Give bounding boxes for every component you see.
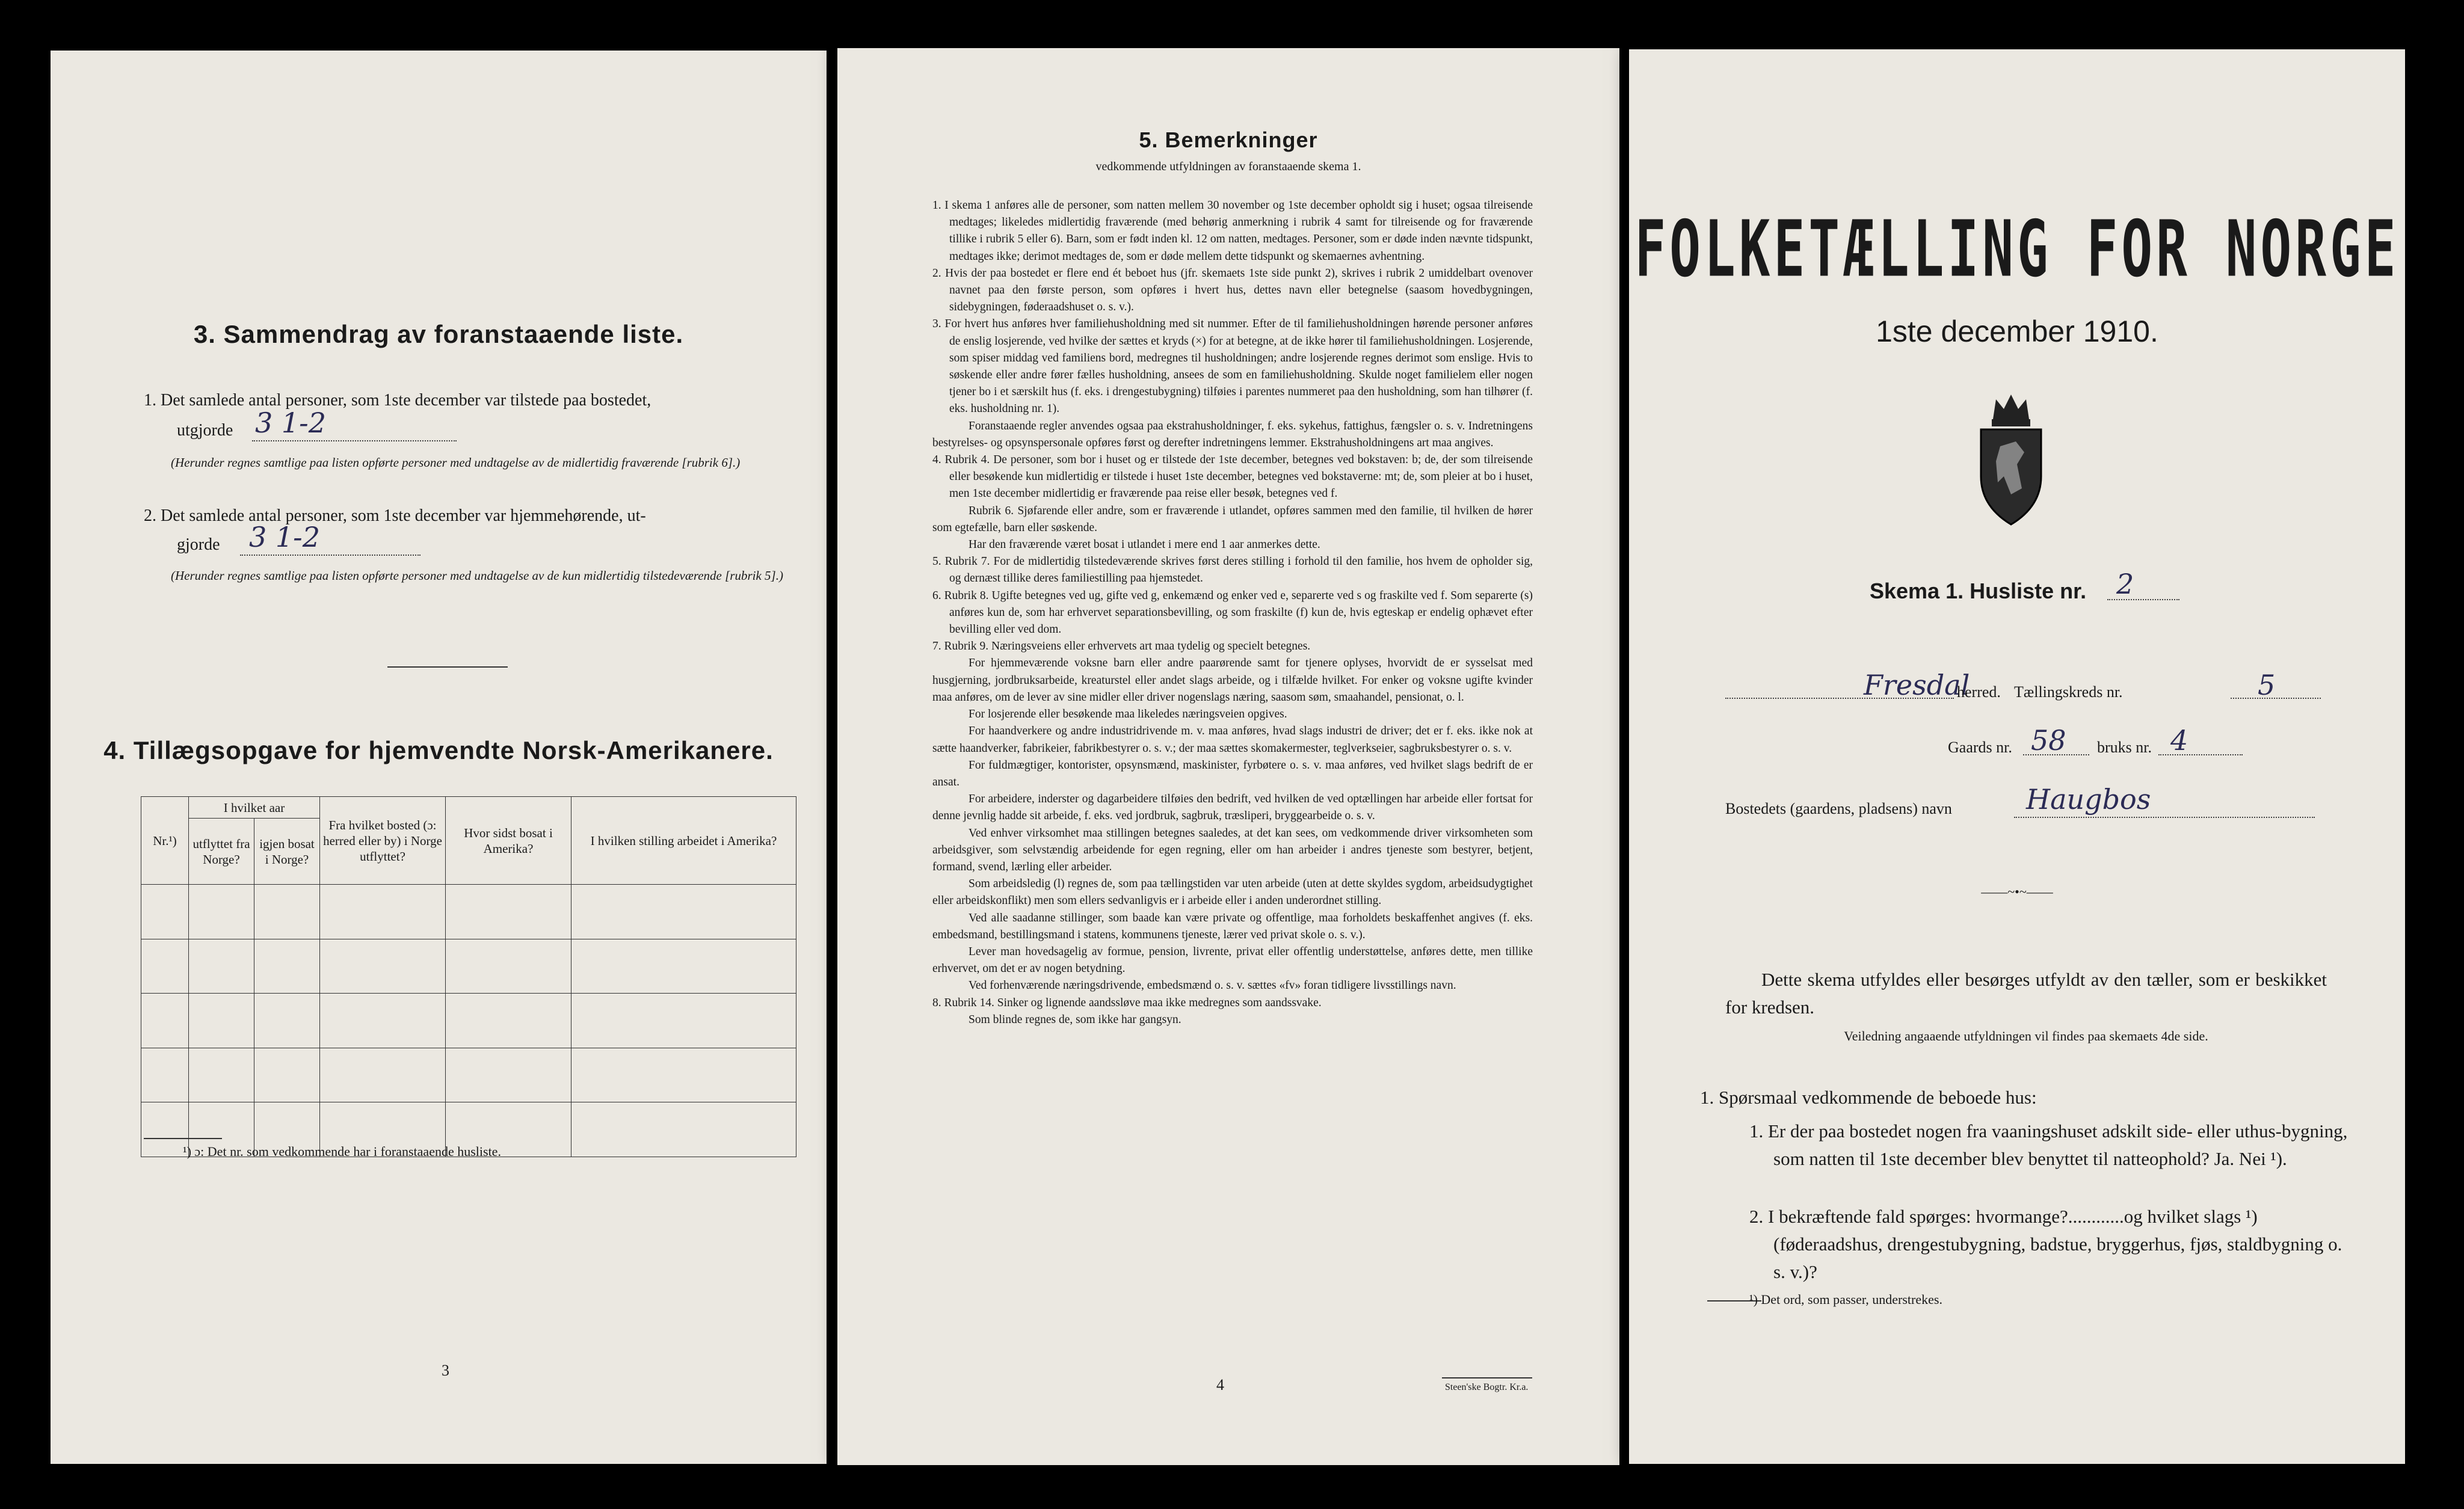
remark-paragraph: For arbeidere, inderster og dagarbeidere tilføies den bedrift, ved hvilken de ved optællingen har arbeide eller fortsat for denne jevnlig hadde sit arbeide, f. eks. ved jordbruk, sagbruk, træsliperi, bryggearbeide o. s. v. (932, 793, 1533, 823)
page-middle (837, 48, 1619, 1465)
table-row (141, 939, 796, 994)
husliste-nr-value: 2 (2116, 568, 2134, 600)
remark-paragraph: Har den fraværende været bosat i utlandet i mere end 1 aar anmerkes dette. (969, 538, 1320, 552)
remark-paragraph: 1. I skema 1 anføres alle de personer, som natten mellem 30 november og 1ste december opholdt sig i huset; ogsaa tilreisende medtages; likeledes midlertidig fraværende (med behørig anmerkning i rubrik 4 samt for tilreisende og for fraværende tillike i rubrik 5 eller 6). Barn, som er født inden kl. 12 om natten, medtages. Personer, som er døde inden nævnte tidspunkt, medtages ikke; derimot medtages de, som er døde mellem dette tidspunkt og skemaernes avhentning. (932, 199, 1533, 263)
col-fra-bosted: Fra hvilket bosted (ɔ: herred eller by) i Norge utflyttet? (320, 797, 446, 885)
remark-paragraph: Foranstaaende regler anvendes ogsaa paa ekstrahusholdninger, f. eks. sykehus, fattighus, fængsler o. s. v. Indretningens bestyrelses- og opsynspersonale opføres først og derefter indretningens lemmer. Ekstrahusholdningens art maa angives. (932, 419, 1533, 449)
remark-paragraph: Ved forhenværende næringsdrivende, embedsmænd o. s. v. sættes «fv» foran tidligere livsstillings navn. (969, 979, 1456, 992)
col-hvor-bosat: Hvor sidst bosat i Amerika? (446, 797, 571, 885)
gaards-dotline (2023, 754, 2089, 755)
kreds-label: Tællingskreds nr. (2014, 683, 2123, 701)
printer-rule (1442, 1377, 1532, 1378)
remark-paragraph: Ved alle saadanne stillinger, som baade kan være private og offentlige, maa forholdets beskaffenhet angives (f. eks. embedsmand, bestillingsmand i statens, kommunens tjeneste, lærer ved privat skole o. s. v.). (932, 911, 1533, 941)
page-number: 3 (442, 1362, 449, 1379)
remark-paragraph: 6. Rubrik 8. Ugifte betegnes ved ug, gifte ved g, enkemænd og enker ved e, separerte ved s og fraskilte ved f. Som separerte (s) anføres kun de, som har erhvervet separationsbevilling, og som fraskilte (f) kun de, hvis egteskap er endelig ophævet efter bevilling eller ved dom. (932, 589, 1533, 636)
printer-mark: Steen'ske Bogtr. Kr.a. (1445, 1382, 1529, 1392)
remark-paragraph: Som blinde regnes de, som ikke har gangsyn. (969, 1013, 1181, 1026)
item1-utgjorde-label: utgjorde (177, 421, 233, 440)
remark-paragraph: For losjerende eller besøkende maa likeledes næringsveien opgives. (969, 708, 1287, 721)
tillaeg-table (141, 796, 796, 1157)
remark-paragraph: For haandverkere og andre industridrivende m. v. maa anføres, hvad slags industri de driver; det er f. eks. ikke nok at sætte haandverker, fabrikeier, fabrikbestyrer o. s. v.; der maa sættes skomakermester, teglverkseier, sagbruksbestyrer o. s. v. (932, 725, 1533, 755)
remark-paragraph: 4. Rubrik 4. De personer, som bor i huset og er tilstede der 1ste december, betegnes ved bokstaven: b; de, der som tilreisende eller besøkende kun midlertidig er tilstede i huset 1ste december, betegnes ved bokstaverne: mt; de, som pleier at bo i huset, men 1ste december midlertidig er fraværende paa reise eller besøk, betegnes ved f. (932, 453, 1533, 500)
remark-paragraph: For hjemmeværende voksne barn eller andre paarørende samt for tjenere oplyses, hvorvidt de er sysselsat med husgjerning, jordbruksarbeide, kreaturstel eller andet slags arbeide, og i tilfælde hvilket. For enker og voksne ugifte kvinder maa anføres, om de lever av sine midler eller driver nogenslags næring, saasom søm, smaahandel, pensionat, o. l. (932, 657, 1533, 704)
census-date: 1ste december 1910. (1876, 315, 2158, 348)
item2-utgjorde-label: gjorde (177, 535, 220, 554)
veiledning-text: Veiledning angaaende utfyldningen vil findes paa skemaets 4de side. (1844, 1028, 2208, 1043)
bosted-label: Bostedets (gaardens, pladsens) navn (1725, 800, 1952, 817)
table-row (141, 885, 796, 939)
question-1: 1. Er der paa bostedet nogen fra vaaningshuset adskilt side- eller uthus-bygning, som natten til 1ste december blev benyttet til natteophold? Ja. Nei ¹). (1749, 1120, 2348, 1169)
main-title: FOLKETÆLLING FOR NORGE (1634, 204, 2400, 295)
remark-paragraph: Som arbeidsledig (l) regnes de, som paa tællingstiden var uten arbeide (uten at dette skyldes sygdom, arbeidsudygtighet eller arbeidskonflikt) men som ellers sedvanligvis er i arbeide eller i anden underordnet stilling. (932, 877, 1533, 908)
item2-dotline (240, 555, 420, 556)
item1-dotline (252, 440, 457, 441)
col-utflyttet: utflyttet fra Norge? (189, 819, 254, 885)
remark-paragraph: Lever man hovedsagelig av formue, pension, livrente, privat eller offentlig understøttelse, anføres dette, men tillike erhvervet, om det er av nogen betydning. (932, 945, 1533, 976)
herred-label: herred. (1957, 683, 2001, 701)
ornament-divider: ——~•~—— (1981, 884, 2053, 899)
table-row (141, 1048, 796, 1102)
page-right (1629, 49, 2405, 1464)
item1-note: (Herunder regnes samtlige paa listen opførte personer med undtagelse av de midlertidig fraværende [rubrik 6].) (171, 455, 741, 470)
footnote-rule (144, 1138, 222, 1139)
item2-text: 2. Det samlede antal personer, som 1ste december var hjemmehørende, ut- (144, 506, 646, 525)
section4-title: 4. Tillægsopgave for hjemvendte Norsk-Amerikanere. (103, 736, 774, 764)
col-igjen-bosat: igjen bosat i Norge? (254, 819, 320, 885)
remark-paragraph: 7. Rubrik 9. Næringsveiens eller erhvervets art maa tydelig og specielt betegnes. (932, 640, 1311, 653)
bemerkninger-subtitle: vedkommende utfyldningen av foranstaaende skema 1. (1095, 160, 1361, 173)
col-stilling: I hvilken stilling arbeidet i Amerika? (571, 797, 796, 885)
footnote: ¹) ɔ: Det nr. som vedkommende har i foranstaaende husliste. (183, 1144, 501, 1159)
skema-label: Skema 1. Husliste nr. (1870, 579, 2087, 603)
herred-value: Fresdal (1864, 669, 1970, 701)
gaards-value: 58 (2031, 724, 2066, 757)
section3-title: 3. Sammendrag av foranstaaende liste. (193, 320, 684, 348)
item1-text: 1. Det samlede antal personer, som 1ste december var tilstede paa bostedet, (144, 391, 651, 410)
item1-value: 3 1-2 (255, 407, 326, 439)
bosted-dotline (2014, 817, 2315, 818)
page-left (51, 51, 827, 1464)
table-row (141, 994, 796, 1048)
bosted-value: Haugbos (2026, 783, 2151, 816)
col-group-hvilket-aar: I hvilket aar (189, 797, 320, 819)
coat-of-arms-icon (1969, 386, 2053, 530)
separator-rule (387, 666, 508, 668)
husliste-dotline (2107, 599, 2179, 600)
remark-paragraph: 2. Hvis der paa bostedet er flere end ét beboet hus (jfr. skemaets 1ste side punkt 2), skrives i rubrik 2 umiddelbart ovenover navnet paa den første person, som opføres i hvert hus, dettes navn eller betegnelse (saasom hovedbygningen, sidebygningen, føderaadshuset o. s. v.). (932, 266, 1533, 314)
bruks-value: 4 (2170, 724, 2188, 757)
kreds-dotline (2231, 698, 2321, 699)
remark-paragraph: 5. Rubrik 7. For de midlertidig tilstedeværende skrives først deres stilling i forhold til den familie, hos hvem de opholder sig, og dernæst tillike deres familiestilling paa hjemstedet. (932, 555, 1533, 585)
remark-paragraph: Rubrik 6. Sjøfarende eller andre, som er fraværende i utlandet, opføres sammen med den familie, til hvilken de hører som egtefælle, barn eller søskende. (932, 504, 1533, 534)
kreds-value: 5 (2258, 669, 2276, 701)
bruks-dotline (2158, 754, 2243, 755)
question-2: 2. I bekræftende fald spørges: hvormange?............og hvilket slags ¹) (føderaadshus, drengestubygning, badstue, bryggerhus, fjøs, staldbygning o. s. v.)? (1749, 1206, 2342, 1282)
item2-value: 3 1-2 (249, 521, 320, 553)
remark-paragraph: 8. Rubrik 14. Sinker og lignende aandssløve maa ikke medregnes som aandssvake. (932, 996, 1322, 1009)
bemerkninger-list (932, 197, 1533, 1028)
bemerkninger-title: 5. Bemerkninger (1139, 128, 1318, 152)
questions-heading: 1. Spørsmaal vedkommende de beboede hus: (1700, 1087, 2037, 1108)
gaards-label: Gaards nr. (1948, 739, 2012, 756)
remark-paragraph: 3. For hvert hus anføres hver familiehusholdning med sit nummer. Efter de til familiehusholdningen hørende personer anføres de enslig losjerende, ved hvilke der sættes et kryds (×) for at betegne, at de ikke hører til familiehusholdningen. Losjerende, som spiser middag ved familiens bord, medregnes til husholdningen; andre losjerende regnes derimot som enslige. Hvis to søskende eller andre fører fælles husholdning, ansees de som en familiehusholdning. Skulde noget familielem eller nogen tjener bo i et særskilt hus (f. eks. i drengestubygning) tilføies i parentes nummeret paa den husholdning, som han tilhører (f. eks. husholdning nr. 1). (932, 318, 1533, 416)
col-nr: Nr.¹) (141, 797, 189, 885)
footnote: ¹) Det ord, som passer, understrekes. (1749, 1292, 1942, 1307)
bruks-label: bruks nr. (2097, 739, 2152, 756)
page-number: 4 (1216, 1376, 1224, 1394)
remark-paragraph: For fuldmægtiger, kontorister, opsynsmænd, maskinister, fyrbøtere o. s. v. maa anføres, ved hvilket slags bedrift de er ansat. (932, 758, 1533, 788)
remark-paragraph: Ved enhver virksomhet maa stillingen betegnes saaledes, at det kan sees, om vedkommende driver virksomheten som arbeidsgiver, som selvstændig arbeidende for egen regning, eller om han arbeider i andres tjeneste som bestyrer, betjent, formand, svend, lærling eller arbeider. (932, 826, 1533, 873)
item2-note: (Herunder regnes samtlige paa listen opførte personer med undtagelse av de kun midlertidig tilstedeværende [rubrik 5].) (171, 568, 783, 583)
intro-text: Dette skema utfyldes eller besørges utfyldt av den tæller, som er beskikket for kredsen. (1725, 969, 2327, 1018)
